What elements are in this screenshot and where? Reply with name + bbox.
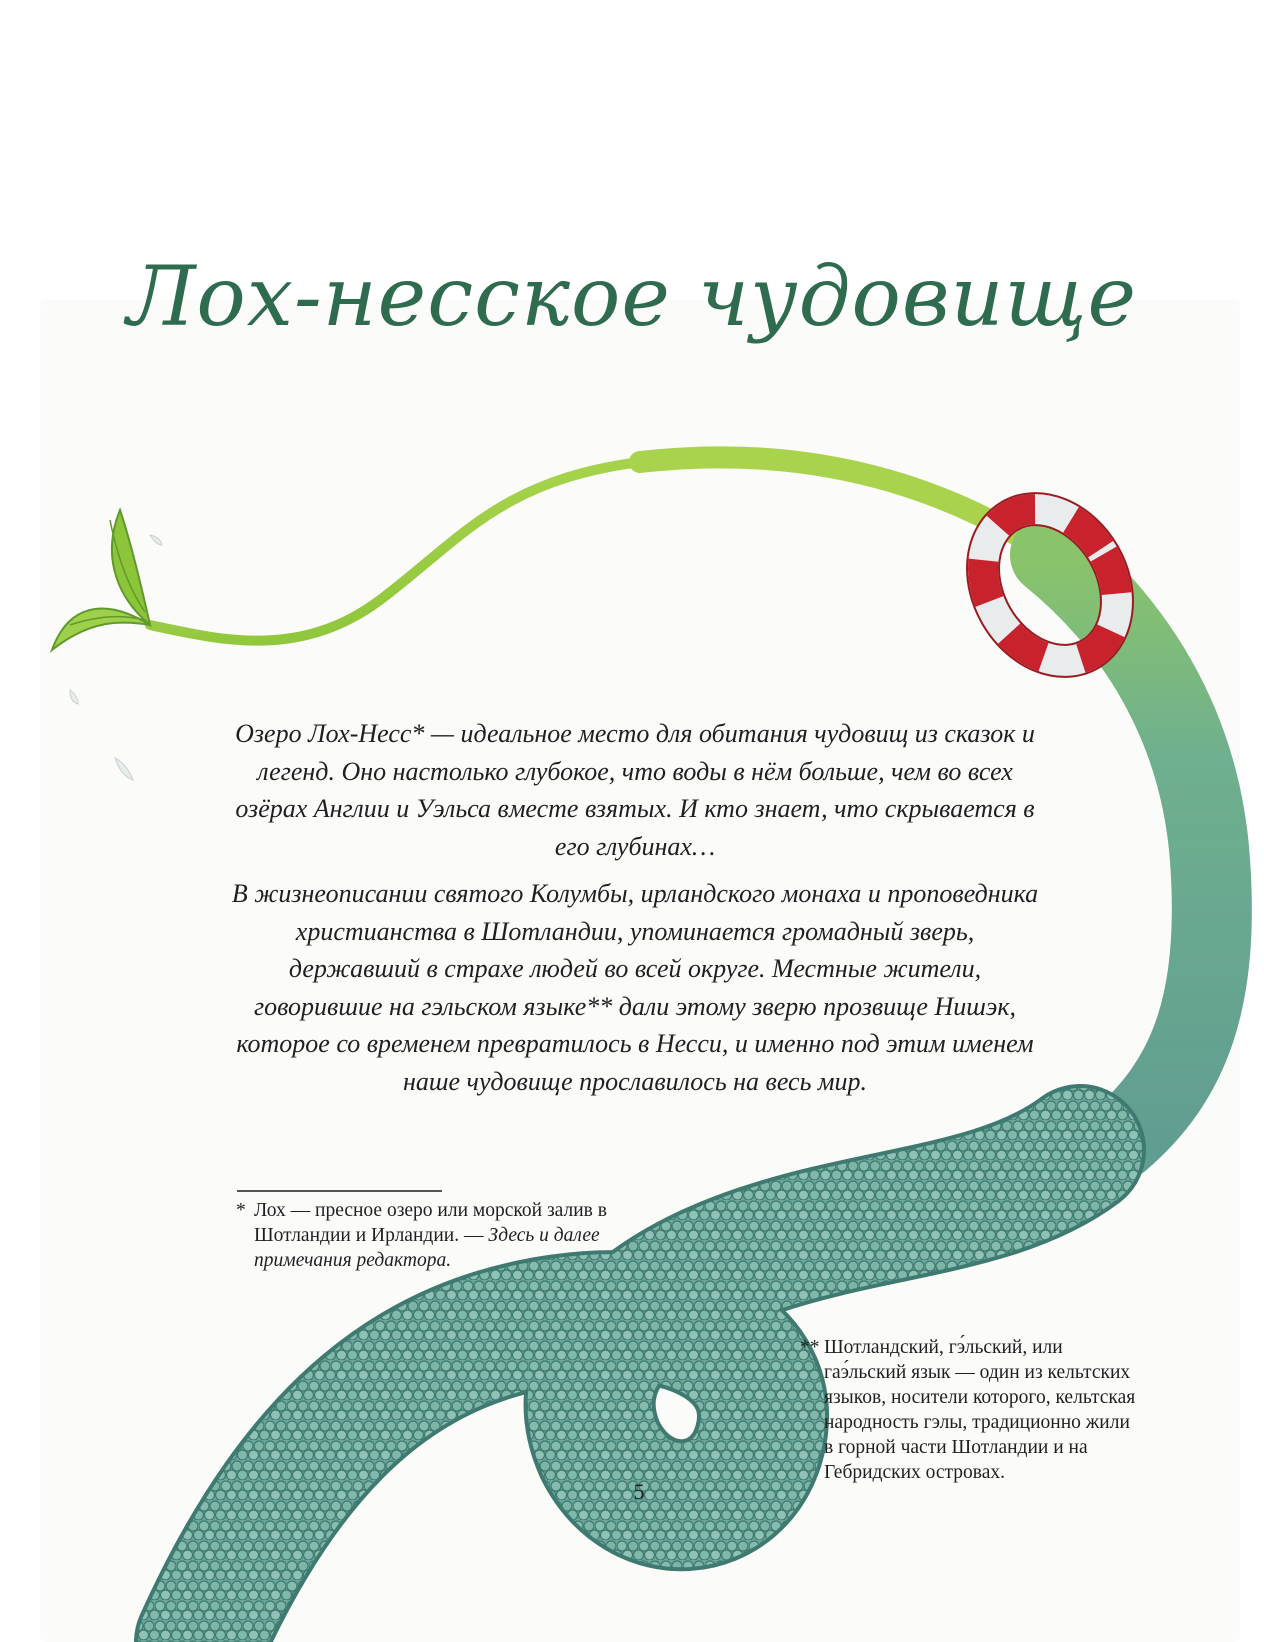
water-drop bbox=[115, 758, 133, 780]
paragraph-1: Озеро Лох-Несс* — идеальное место для обитания чудовищ из сказок и легенд. Оно настолько глубокое, что воды в нём больше, чем во всех озёрах Англии и Уэльса вместе взятых. И кто знает, что скрывается в его глубинах… bbox=[235, 719, 1035, 861]
water-drop bbox=[150, 535, 162, 545]
footnote-text: Лох — пресное озеро или морской залив в Шотландии и Ирландии. — bbox=[254, 1200, 607, 1246]
footnote-divider bbox=[237, 1190, 442, 1192]
paragraph-2: В жизнеописании святого Колумбы, ирландского монаха и проповедника христианства в Шотландии, упоминается громадный зверь, державший в страхе людей во всей округе. Местные жители, говорившие на гэльском языке** дали этому зверю прозвище Нишэк, которое со временем превратилось в Несси, и именно под этим именем наше чудовище прославилось на весь мир. bbox=[231, 879, 1039, 1096]
footnote-2 bbox=[800, 1335, 1140, 1485]
footnote-marker: ** bbox=[800, 1337, 820, 1358]
main-text bbox=[230, 715, 1040, 1110]
tail-fin bbox=[52, 510, 150, 650]
footnote-1 bbox=[236, 1198, 636, 1273]
page-number: 5 bbox=[633, 1479, 645, 1504]
page-title: Лох-несское чудовище bbox=[126, 250, 1138, 345]
footnote-text: Шотландский, гэ́льский, или гаэ́льский язык — один из кельтских языков, носители которого, кельтская народность гэлы, традиционно жили в горной части Шотландии и на Гебридских островах. bbox=[824, 1337, 1136, 1483]
footnote-marker: * bbox=[236, 1200, 246, 1221]
water-drop bbox=[70, 690, 78, 704]
footnote-note: Здесь и далее примечания редактора. bbox=[254, 1225, 600, 1271]
